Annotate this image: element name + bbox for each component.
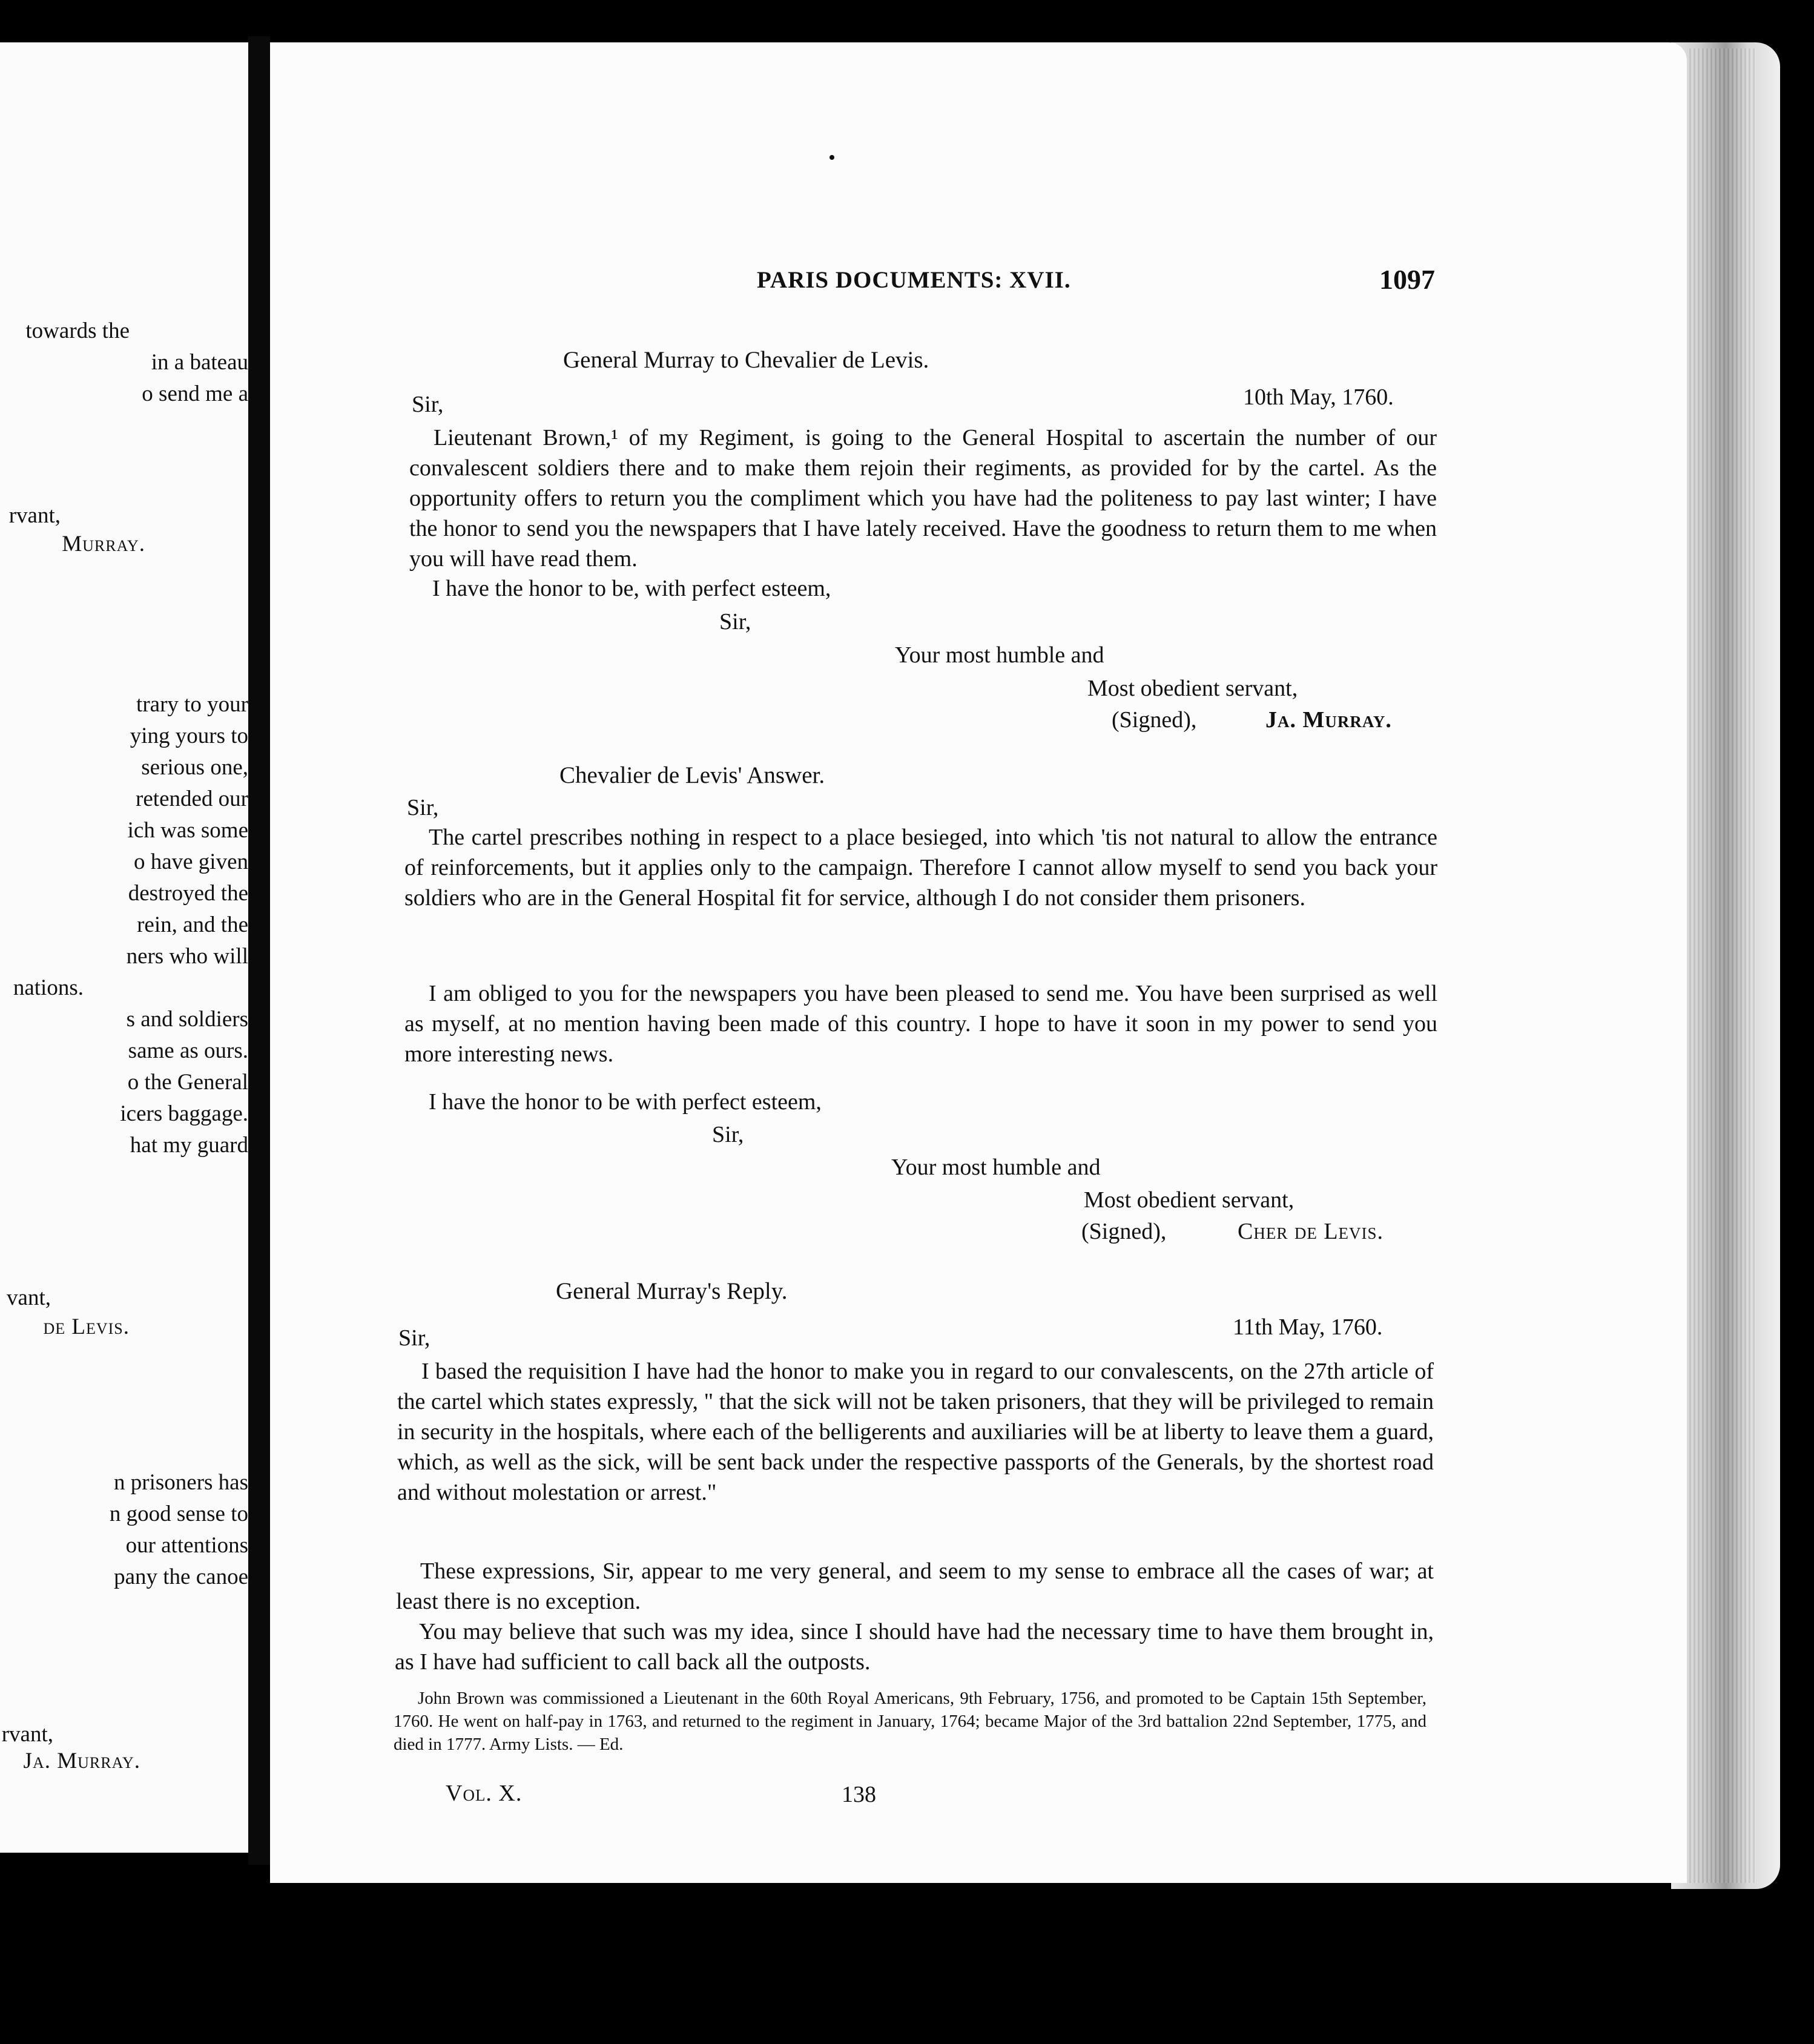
letter-humble: Your most humble and <box>895 642 1104 668</box>
left-page-line: o send me a <box>142 381 248 406</box>
left-page-line: rein, and the <box>137 912 248 937</box>
left-page-line: trary to your <box>136 692 248 717</box>
left-page-line: same as ours. <box>128 1038 248 1063</box>
left-page-line: Ja. Murray. <box>23 1749 140 1773</box>
letter-salutation: Sir, <box>407 795 439 820</box>
letter-date: 10th May, 1760. <box>1243 384 1394 410</box>
left-page-line: serious one, <box>141 755 248 780</box>
letter-heading: General Murray's Reply. <box>556 1278 788 1304</box>
volume-label: Vol. X. <box>446 1781 523 1806</box>
left-page-line: our attentions <box>125 1533 248 1558</box>
left-page-line: rvant, <box>1 1722 53 1747</box>
left-page-line: ying yours to <box>130 724 248 748</box>
letter-closing-sir: Sir, <box>719 609 751 635</box>
left-page-line: destroyed the <box>128 881 248 906</box>
letter-heading: General Murray to Chevalier de Levis. <box>563 347 929 373</box>
left-page-line: ners who will <box>126 944 248 969</box>
letter-date: 11th May, 1760. <box>1233 1314 1383 1340</box>
letter-paragraph: I am obliged to you for the newspapers you have been pleased to send me. You have been surprised as well as myself, at no mention having been made of this country. I hope to have it soon in my power to send you more interesting news. <box>404 981 1437 1067</box>
letter-closing-sir: Sir, <box>712 1122 744 1147</box>
left-page-line: n prisoners has <box>114 1470 248 1495</box>
signature-mark: 138 <box>842 1782 876 1807</box>
page-number: 1097 <box>1379 264 1435 295</box>
left-page-line: in a bateau <box>151 350 248 375</box>
left-page-line: towards the <box>25 318 130 343</box>
letter-salutation: Sir, <box>398 1325 430 1351</box>
letter-closing: I have the honor to be, with perfect esteem, <box>432 576 831 601</box>
letter-closing: I have the honor to be with perfect esteem, <box>429 1089 822 1115</box>
running-title: PARIS DOCUMENTS: XVII. <box>757 267 1071 293</box>
left-page-line: retended our <box>136 786 248 811</box>
letter-paragraph: I based the requisition I have had the honor to make you in regard to our convalescents, on the 27th article of the cartel which states expressly, " that the sick will not be taken prisoners, that they will be privileged to remain in security in the hospitals, where each of the belligerents and auxiliaries will be at liberty to leave them a guard, which, as well as the sick, will be sent back under the respective passports of the Generals, by the shortest road and without molestation or arrest." <box>397 1359 1434 1505</box>
letter-signed: (Signed), <box>1112 707 1197 733</box>
left-page-line: icers baggage. <box>120 1101 248 1126</box>
left-page-line: pany the canoe <box>114 1564 248 1589</box>
letter-signed: (Signed), <box>1081 1219 1167 1244</box>
letter-servant: Most obedient servant, <box>1084 1187 1295 1213</box>
left-page-line: n good sense to <box>109 1502 248 1526</box>
letter-paragraph: The cartel prescribes nothing in respect to a place besieged, into which 'tis not natural to allow the entrance of reinforcements, but it applies only to the campaign. Therefore I cannot allow myself to send you back your soldiers who are in the General Hospital fit for service, although I do not consider them prisoners. <box>404 825 1437 911</box>
left-page-line: Murray. <box>62 532 145 556</box>
left-page-line: o have given <box>133 849 248 874</box>
left-page-line: vant, <box>7 1285 51 1310</box>
footnote: John Brown was commissioned a Lieutenant in the 60th Royal Americans, 9th February, 1756, and promoted to be Captain 15th September, 1760. He went on half-pay in 1763, and returned to the regiment in January, 1764; became Major of the 3rd battalion 22nd September, 1775, and died in 1777. Army Lists. — Ed. <box>394 1689 1426 1754</box>
letter-salutation: Sir, <box>412 392 444 417</box>
left-page-line: o the General <box>127 1070 248 1095</box>
left-page-line: nations. <box>13 975 84 1000</box>
letter-paragraph: These expressions, Sir, appear to me very general, and seem to my sense to embrace all the cases of war; at least there is no exception. <box>396 1558 1434 1614</box>
right-page <box>270 42 1687 1883</box>
letter-humble: Your most humble and <box>891 1155 1101 1180</box>
letter-paragraph: You may believe that such was my idea, since I should have had the necessary time to have them brought in, as I have had sufficient to call back all the outposts. <box>395 1619 1434 1675</box>
left-page <box>0 42 248 1853</box>
left-page-line: hat my guard <box>130 1133 248 1158</box>
letter-heading: Chevalier de Levis' Answer. <box>559 762 825 788</box>
left-page-line: rvant, <box>8 503 61 528</box>
left-page-line: s and soldiers <box>126 1007 248 1032</box>
speck-mark <box>829 155 834 160</box>
letter-body: Lieutenant Brown,¹ of my Regiment, is going to the General Hospital to ascertain the number of our convalescent soldiers there and to make them rejoin their regiments, as provided for by the cartel. As the opportunity offers to return you the compliment which you have had the politeness to pay last winter; I have the honor to send you the newspapers that I have lately received. Have the goodness to return them to me when you will have read them. <box>409 425 1437 572</box>
letter-signature: Ja. Murray. <box>1265 707 1392 733</box>
left-page-line: ich was some <box>127 818 248 843</box>
page-block-stripes <box>1689 48 1756 1883</box>
book-gutter <box>248 36 270 1865</box>
letter-signature: Cher de Levis. <box>1238 1219 1384 1244</box>
left-page-line: de Levis. <box>43 1314 130 1339</box>
letter-servant: Most obedient servant, <box>1087 676 1298 701</box>
